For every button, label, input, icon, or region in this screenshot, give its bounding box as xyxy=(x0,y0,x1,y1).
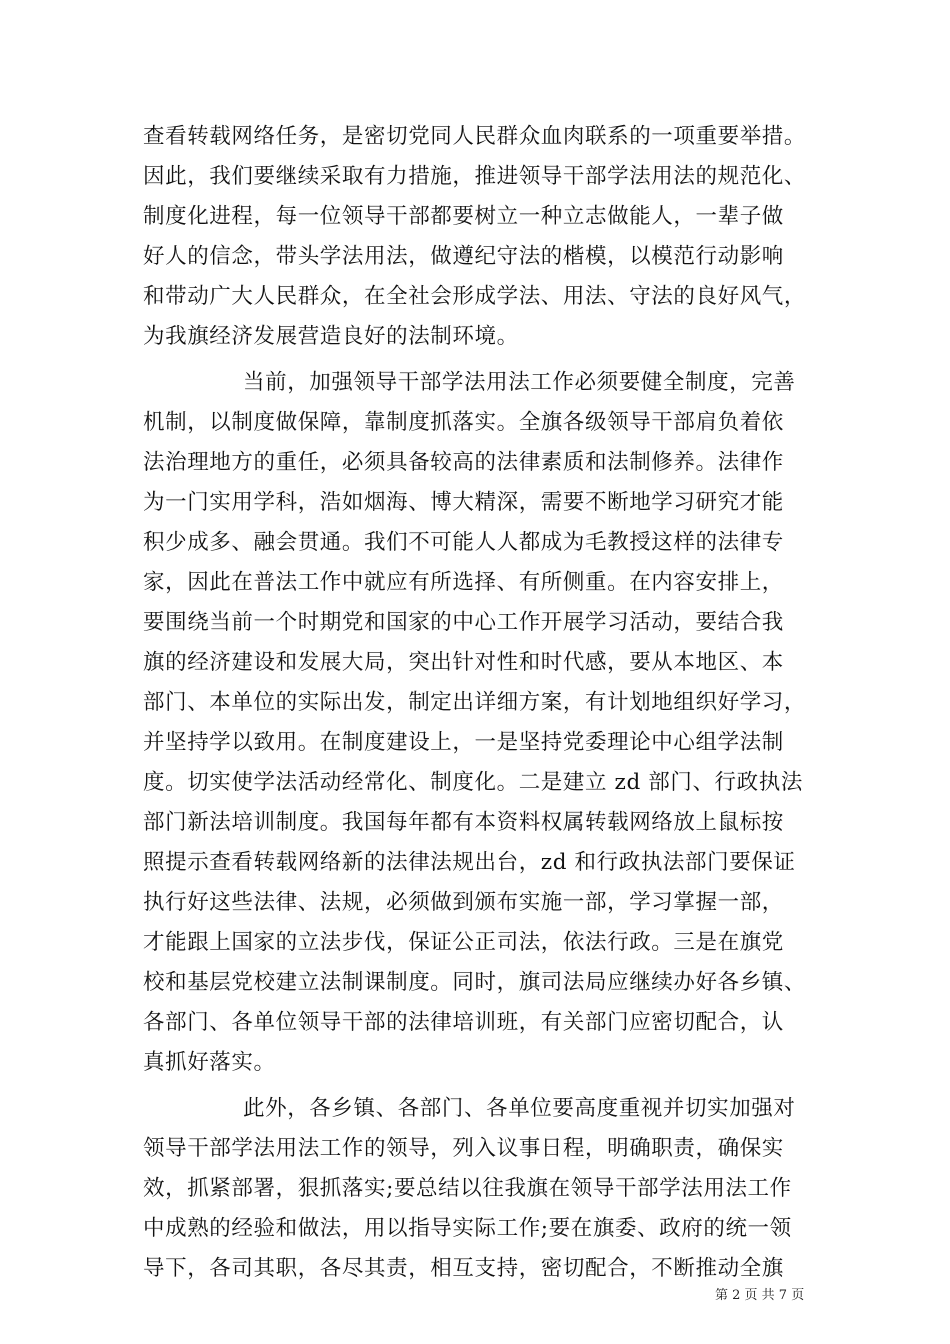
text-line: 领导干部学法用法工作的领导，列入议事日程，明确职责，确保实 xyxy=(143,1136,784,1161)
text-line: 好人的信念，带头学法用法，做遵纪守法的楷模，以模范行动影响 xyxy=(143,244,784,269)
text-line: 此外，各乡镇、各部门、各单位要高度重视并切实加强对 xyxy=(243,1096,796,1121)
text-line: 导下，各司其职，各尽其责，相互支持，密切配合，不断推动全旗 xyxy=(143,1256,784,1281)
text-line: 为一门实用学科，浩如烟海、博大精深，需要不断地学习研究才能 xyxy=(143,490,784,515)
text-line: 照提示查看转载网络新的法律法规出台，zd 和行政执法部门要保证 xyxy=(143,850,796,875)
text-line: 当前，加强领导干部学法用法工作必须要健全制度，完善 xyxy=(243,370,796,395)
text-line: 机制，以制度做保障，靠制度抓落实。全旗各级领导干部肩负着依 xyxy=(143,410,784,435)
text-line: 积少成多、融会贯通。我们不可能人人都成为毛教授这样的法律专 xyxy=(143,530,784,555)
page-number-footer: 第 2 页 共 7 页 xyxy=(715,1288,805,1303)
text-line: 效，抓紧部署，狠抓落实;要总结以往我旗在领导干部学法用法工作 xyxy=(143,1176,792,1201)
text-line: 因此，我们要继续采取有力措施，推进领导干部学法用法的规范化、 xyxy=(143,164,807,189)
text-line: 执行好这些法律、法规，必须做到颁布实施一部，学习掌握一部， xyxy=(143,890,784,915)
text-line: 部门新法培训制度。我国每年都有本资料权属转载网络放上鼠标按 xyxy=(143,810,784,835)
text-line: 部门、本单位的实际出发，制定出详细方案，有计划地组织好学习， xyxy=(143,690,807,715)
text-line: 并坚持学以致用。在制度建设上，一是坚持党委理论中心组学法制 xyxy=(143,730,784,755)
text-line: 法治理地方的重任，必须具备较高的法律素质和法制修养。法律作 xyxy=(143,450,784,475)
text-line: 制度化进程，每一位领导干部都要树立一种立志做能人，一辈子做 xyxy=(143,204,784,229)
text-line: 才能跟上国家的立法步伐，保证公正司法，依法行政。三是在旗党 xyxy=(143,930,784,955)
text-line: 真抓好落实。 xyxy=(143,1050,276,1075)
text-line: 为我旗经济发展营造良好的法制环境。 xyxy=(143,324,519,349)
text-line: 校和基层党校建立法制课制度。同时，旗司法局应继续办好各乡镇、 xyxy=(143,970,807,995)
text-line: 要围绕当前一个时期党和国家的中心工作开展学习活动，要结合我 xyxy=(143,610,784,635)
text-line: 和带动广大人民群众，在全社会形成学法、用法、守法的良好风气， xyxy=(143,284,807,309)
text-line: 查看转载网络任务，是密切党同人民群众血肉联系的一项重要举措。 xyxy=(143,124,807,149)
text-line: 中成熟的经验和做法，用以指导实际工作;要在旗委、政府的统一领 xyxy=(143,1216,792,1241)
text-line: 度。切实使学法活动经常化、制度化。二是建立 zd 部门、行政执法 xyxy=(143,770,803,795)
text-line: 各部门、各单位领导干部的法律培训班，有关部门应密切配合，认 xyxy=(143,1010,784,1035)
text-line: 家，因此在普法工作中就应有所选择、有所侧重。在内容安排上， xyxy=(143,570,784,595)
text-line: 旗的经济建设和发展大局，突出针对性和时代感，要从本地区、本 xyxy=(143,650,784,675)
